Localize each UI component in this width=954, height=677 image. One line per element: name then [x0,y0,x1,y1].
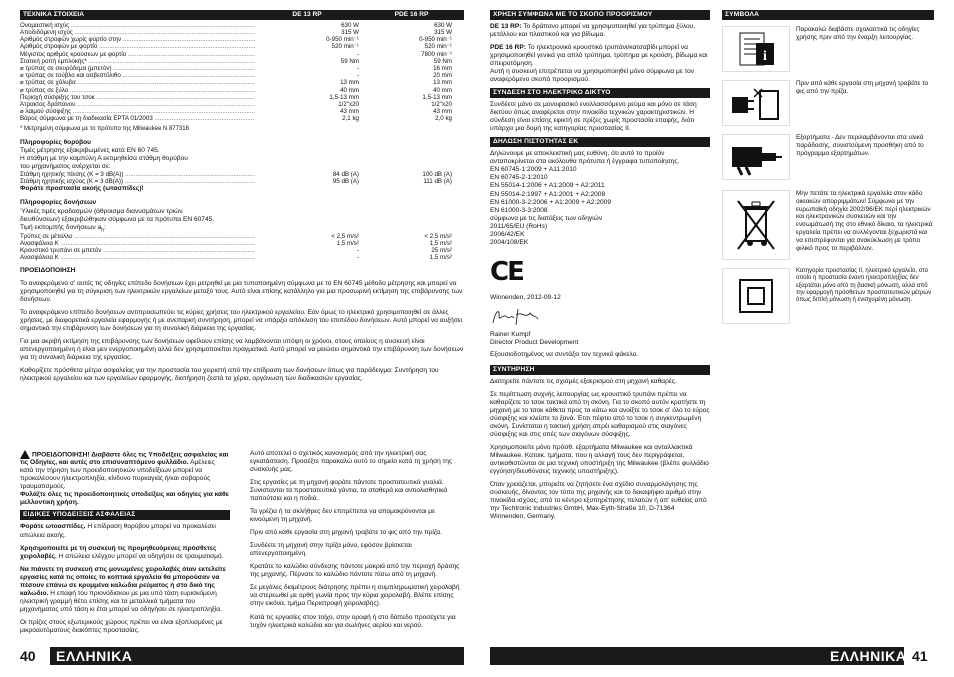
noise-section [20,139,464,194]
safety-intro: ΠΡΟΕΙΔΟΠΟΙΗΣΗ! Διαβάστε όλες τις Υποδείξεις ασφαλείας και τις Οδηγίες, και αυτές στο επισυναπτόμενο φυλλάδιο. Αμέλειες κατά την τήρηση των προειδοποιητικών υποδείξεων μπορεί να προκαλέσουν ηλεκτροπληξία, κίνδυνο πυρκαγιάς ή/και σοβαρούς τραυματισμούς. [20,451,229,491]
mid-para-2: Στις εργασίες με τη μηχανή φοράτε πάντοτε προστατευτικά γυαλιά. Συνιστανται τα προστατευτικά γάντια, τα σταθερά και αντιολισθητικά παπούτσια και η ποδιά. [250,479,448,503]
ce-auth: Εξουσιοδοτημένος να συντάξει τον τεχνικό φάκελο. [490,350,639,358]
symbol-text-3: Εξαρτήματα - Δεν περιλαμβάνονται στα υλικά παράδοσης, συνιστούμενη προσθήκη από το πρόγραμμα εξαρτημάτων. [796,134,924,157]
ce-heading: ΔΗΛΩΣΗ ΠΙΣΤΟΤΗΤΑΣ ΕΚ [490,137,710,147]
vib-rows [20,233,464,262]
elec-text: Συνδέετε μόνο σε μονοφασικό εναλλασσόμενο ρεύμα και μόνο σε τάση δικτύου όπως αναφέρεται στην πινακίδα τεχνικών χαρακτηριστικών. Η σύνδεση είναι επίσης εφικτή σε πρίζες χωρίς προστασία επαφής, διότι υπάρχει μια δομή της κατηγορίας προστασίας II. [490,101,697,133]
spec-label: Μέγιστος αριθμός κρούσεων με φορτίο ..... [20,51,255,59]
vibration-value-1: 1,5 m/s² [336,239,359,247]
noise-value-2: 100 dB (A) [422,170,452,178]
noise-row [20,178,464,185]
svg-text:i: i [763,49,767,64]
vib-line-2: διευθύνσεων) εξακριβώθηκαν σύμφωνα με τα πρότυπα EN 60745. [20,215,215,223]
safety-keep: Φυλάξτε όλες τις προειδοποιητικές υποδείξεις και οδηγίες για κάθε μελλοντική χρήση. [20,491,229,507]
ce-line: σύμφωνα με τις διατάξεις των οδηγιών [490,214,603,222]
symbol-unplug [722,80,934,126]
mid-para-1: Αυτό αποτελεί ο σχετικός κανονισμός από την ηλεκτρική σας εγκατάσταση. Προσέξτε παρακαλώ αυτό το σημείο κατά τη χρήση της συσκευής μας. [250,450,453,474]
vibration-value-1: < 2,5 m/s² [331,232,359,240]
spec-col2: PDE 16 RP [394,10,429,18]
spec-value-2: 1/2"x20 [431,100,452,108]
maint-para-2: Σε περίπτωση συχνής λειτουργίας ως κρουστικό τρυπάνι πρέπει να καθαρίζετε το τσοκ τακτικά από τη σκόνη. Για το σκοπό αυτόν κρατήστε τη μηχανή με το τσοκ κάθετα προς τα κάτω και ανοίξτε το τσοκ σ' όλο το εύρος σύσφιξης και κλείστε το ξανά. Έτσι πέφτει από το τσοκ η συγκεντρωμένη σκόνη. Συνίσταται η τακτική χρήση σπρέι καθαρισμού στις σιαγόνες σύσφιξης και στις οπές των σιαγόνων σύσφιξης. [490,390,710,438]
spec-value-1: 40 mm [340,86,359,94]
spec-value-1: 2,1 kg [342,115,359,123]
spec-value-2: 315 W [434,29,452,36]
spec-heading: ΤΕΧΝΙΚΑ ΣΤΟΙΧΕΙΑ [23,10,84,18]
spec-value-2: 43 mm [433,108,452,116]
page-number-left: 40 [20,647,36,664]
spec-label: Περιοχή σύσφιξης του τσοκ ..... [20,94,255,102]
spec-col1: DE 13 RP [292,10,322,18]
warning-heading: ΠΡΟΕΙΔΟΠΟΙΗΣΗ [20,266,76,274]
spec-value-1: 1/2"x20 [338,100,359,108]
middle-column [250,450,464,630]
use-item-3: Αυτή η συσκευή επιτρέπεται να χρησιμοποιηθεί μόνο σύμφωνα με τον αναφερόμενο σκοπό προορισμού. [490,68,695,84]
ce-line: EN 60745-2-1:2010 [490,174,548,182]
noise-rows [20,171,464,185]
vibration-label: Κρουστικό τρυπάνι σε μπετόν ..... [20,247,255,255]
ce-line: EN 61000-3-3:2008 [490,206,548,214]
spec-value-1: - [356,50,359,58]
symbol-text-2: Πριν από κάθε εργασία στη μηχανή τραβάτε το φις από την πρίζα. [796,80,929,95]
spec-value-1: 630 W [341,21,359,29]
noise-value-2: 111 dB (A) [423,178,452,186]
spec-value-2: 20 mm [433,72,452,80]
special-para-3: Να πιάνετε τη συσκευή στις μονωμένες χειρολαβές όταν εκτελείτε εργασίες κατά τις οποίες το κοπτικά εργαλεία θα μπορούσαν να πέσουν επάνω σε κρυμμένα καλώδια ρεύματος ή στο δικό της καλώδιο. Η επαφή του πριονόδισκου με μια υπό τάση ευρισκόμενη ηλεκτρική γραμμή θέτει επίσης και τα μεταλλικά τμήματα του μηχανήματος υπό τάση κι έτσι μπορεί να οδηγήσει σε ηλεκτροπληξία. [20,565,226,613]
weee-bin-icon [722,190,790,260]
ce-title: Director Product Development [490,338,579,346]
language-right: ΕΛΛΗΝΙΚΑ [830,648,907,664]
warning-para-1: Το αναφερόμενο σ' αυτές τις οδηγίες επίπεδο δονήσεων έχει μετρηθεί με μια τυποποιημένη σύμφωνα με το EN 60745 μέθοδο μέτρησης και μπορεί να χρησιμοποιηθεί για τη σύγκριση των ηλεκτρικών εργαλείων μεταξύ τους. Αυτό είναι επίσης κατάλληλο για μια προσωρινή εκτίμηση της επιβάρυνσης των δονήσεων. [20,279,463,303]
maint-para-1: Διατηρείτε πάντοτε τις σχισμές εξαερισμού στη μηχανή καθαρές. [490,377,677,385]
ce-line: EN 55014-2:1997 + A1:2001 + A2:2008 [490,190,606,198]
noise-heading: Πληροφορίες θορύβου [20,138,92,146]
use-item-2: PDE 16 RP: Το ηλεκτρονικό κρουστικό τρυπάνι/κατσαβίδι μπορεί να χρησιμοποιηθεί γενικά για απλό τρύπημα, τρύπημα με κρούση, βίδωμα και σπειροτόμηση. [490,44,708,68]
spec-value-2: 16 mm [433,64,452,72]
use-heading: ΧΡΗΣΗ ΣΥΜΦΩΝΑ ΜΕ ΤΟ ΣΚΟΠΟ ΠΡΟΟΡΙΣΜΟΥ [490,10,710,20]
unplug-icon [722,80,790,126]
maint-para-4: Όταν χρειάζεται, μπορείτε να ζητήσετε ένα σχέδιο συναρμολόγησης της συσκευής, δίνοντας τον τύπο της μηχανής και το δεκαψήφιο αριθμό στην πινακίδα ισχύος, από το κέντρο εξυπηρέτησης πελατών ή απ' ευθείας από την Techtronic Industries GmbH, Max-Eyth-Straße 10, D-71364 Winnenden, Germany. [490,480,707,521]
spec-label: Αριθμός στροφών με φορτίο ..... [20,43,255,51]
accessories-icon [722,134,790,180]
vibration-value-1: - [356,247,359,255]
spec-value-2: 520 min⁻¹ [424,43,452,51]
vibration-label: Ανασφάλεια K ..... [20,240,255,248]
spec-value-2: 2,0 kg [435,115,452,123]
right-page [490,10,934,675]
spec-rows [20,20,464,123]
spec-value-1: 1,5-13 mm [329,93,359,101]
noise-value-1: 95 dB (A) [332,178,359,186]
sym-heading: ΣΥΜΒΟΛΑ [722,10,934,20]
vibration-value-2: 1,5 m/s² [429,239,452,247]
ce-line: 2004/108/EK [490,238,529,246]
vibration-value-1: - [356,254,359,262]
spec-label: Στατική ροπή εμπλοκής* ..... [20,58,255,66]
ce-line: 2011/65/EU (RoHs) [490,222,548,230]
signature-icon [490,305,550,327]
symbol-text-4: Μην πετάτε τα ηλεκτρικά εργαλεία στον κάδο οικιακών απορριμμάτων! Σύμφωνα με την ευρωπαϊκή οδηγία 2002/96/ΕΚ περί ηλεκτρικών και ηλεκτρονικών συσκευών και την ενσωμάτωσή της στο εθνικό δίκαιο, τα ηλεκτρικά εργαλεία πρέπει να συλλέγονται ξεχωριστά και να επιστρέφονται για ανακύκλωση με τρόπο φιλικό προς το περιβάλλον. [796,190,933,252]
spec-table [20,10,464,383]
spec-label: Βάρος σύμφωνα με τη διαδικασία EPTA 01/2003 ..... [20,115,255,123]
symbols-column [722,10,934,332]
spec-label: ⌀ τρύπας σε σκυρόδεμα (μπετόν) ..... [20,65,255,73]
noise-label: Στάθμη ηχητικής πίεσης (K = 3 dB(A)) ..... [20,171,255,179]
symbol-read-manual [722,26,934,72]
maint-para-3: Χρησιμοποιείτε μόνο πρόσθ. εξαρτήματα Milwaukee και ανταλλακτικά Milwaukee. Κατοικ. τμήματα, που η αλλαγή τους δεν περιγράφεται, αντικαθιστώνται σε μια τεχνική υποστήριξη της Milwaukee (βλέπε φυλλάδιο εγγύηση/διευθύνσεις τεχνικής υποστήριξης). [490,443,709,475]
use-item-1: DE 13 RP: Το δράπανο μπορεί να χρησιμοποιηθεί για τρύπημα ξύλου, μετάλλου και πλαστικού και για βίδωμα. [490,23,696,39]
maint-heading: ΣΥΝΤΗΡΗΣΗ [490,365,710,375]
noise-line-1: Τιμές μέτρησης εξακριβωμένες κατά EN 60 745. [20,146,160,154]
ce-intro: Δηλώνουμε με αποκλειστική μας ευθύνη, ότι αυτό το προϊόν ανταποκρίνεται στα ακόλουθα πρότυπα ή έγγραφα τυποποίησης. [490,150,680,166]
spec-header [20,10,464,20]
spec-footnote: * Μετρημένη σύμφωνα με το πρότυπο της Milwaukee N 877318 [20,125,189,132]
spec-label: Αριθμός στροφών χωρίς φορτίο στην ..... [20,36,255,44]
ce-line: 2006/42/EK [490,230,525,238]
vibration-value-2: < 2,5 m/s² [424,232,452,240]
right-text-column [490,10,710,521]
symbol-text-5: Κατηγορία προστασίας II, ηλεκτρικό εργαλείο, στο οποίο η προστασία έναντι ηλεκτροπληξίας δεν εξαρτάται μόνο από τη βασική μόνωση, αλλά από την εφαρμογή πρόσθετων προστατευτικών μέτρων όπως διπλή μόνωση ή ενισχυμένη μόνωση. [796,268,932,304]
mid-para-3: Τα γρέζια ή τα σκλήθρες δεν επιτρέπεται να απομακρύνονται με κινούμενη τη μηχανή. [250,508,436,524]
mid-para-6: Κρατάτε το καλώδιο σύνδεσης πάντοτε μακριά από την περιοχή δράσης της μηχανής. Πέρνατε το καλώδιο πάντοτε πίσω από τη μηχανή. [250,563,460,579]
spec-label: ⌀ τρύπας σε ξύλο ..... [20,87,255,95]
warning-para-3: Για μια ακριβή εκτίμηση της επιβάρυνσης των δονήσεων οφείλουν επίσης να λαμβάνονται υπόψη οι χρόνοι, στους οποίους η συσκευή είναι απενεργοποιημένη ή είναι μεν ενεργοποιημένη αλλά δεν χρησιμοποιείται πραγματικά. Αυτό μπορεί να μειώσει σημαντικά την επιβάρυνση των δονήσεων για τη συνολική διάρκεια της εργασίας. [20,337,464,361]
spec-label: Άτρακτος δράπανου ..... [20,101,255,109]
mid-para-7: Σε μεγάλες διαμέτρους διάτρησης πρέπει η συμπληρωματική χειρολαβή να στερεωθεί με ορθή γωνία προς την κύρια χειρολαβή. Βλέπε επίσης στην εικόνα, τμήμα Περιστροφή χειρολαβής). [250,584,460,608]
special-heading: ΕΙΔΙΚΕΣ ΥΠΟΔΕΙΞΕΙΣ ΑΣΦΑΛΕΙΑΣ [20,510,230,520]
ce-line: EN 60745-1:2009 + A11:2010 [490,166,577,174]
ce-lines [490,166,710,246]
special-para-4: Οι πρίζες στους εξωτερικούς χώρους πρέπει να είναι εξοπλισμένες με μικροαυτόματους διακόπτες προστασίας. [20,618,223,634]
safety-column [20,450,230,635]
spec-value-2: 7800 min⁻¹ [421,50,452,58]
symbol-class2 [722,268,934,324]
class-ii-icon [722,268,790,324]
special-para-2: Χρησιμοποιείτε με τη συσκευή τις προμηθευόμενες πρόσθετες χειρολαβές. Η απώλεια ελέγχου μπορεί να οδηγήσει σε τραυματισμό. [20,544,224,560]
symbol-weee [722,190,934,260]
noise-label: Στάθμη ηχητικής ισχύος (K = 3 dB(A)) ..... [20,178,255,186]
ce-line: EN 61000-3-2:2006 + A1:2009 + A2:2009 [490,198,611,206]
elec-heading: ΣΥΝΔΕΣΗ ΣΤΟ ΗΛΕΚΤΡΙΚΟ ΔΙΚΤΥΟ [490,88,710,98]
ear-protection: Φοράτε προστασία ακοής (ωτασπίδες)! [20,185,144,193]
spec-label: ⌀ τρύπας σε χάλυβα ..... [20,79,255,87]
spec-label: Ονομαστική ισχύς ..... [20,22,255,30]
spec-value-2: 40 mm [433,86,452,94]
page-number-right: 41 [912,647,928,664]
ce-line: EN 55014-1:2006 + A1:2009 + A2:2011 [490,182,605,190]
vibration-heading: Πληροφορίες δονήσεων [20,199,97,207]
language-left: ΕΛΛΗΝΙΚΑ [56,648,133,664]
spec-value-1: 13 mm [340,79,359,87]
spec-label: ⌀ λαιμού σύσφιξης ..... [20,108,255,116]
spec-value-1: - [356,72,359,80]
mid-para-8: Κατά τις εργασίες στον τοίχο, στην οροφή ή στο δάπεδο προσέχετε για τυχόν ηλεκτρικά καλώδια και για σωλήνες αερίου και νερού. [250,613,456,629]
spec-value-2: 59 Nm [433,57,452,65]
ce-name: Rainer Kumpf [490,330,531,338]
warning-para-2: Το αναφερόμενο επίπεδο δονήσεων αντιπροσωπεύει τις κύριες χρήσεις του ηλεκτρικού εργαλείου. Εάν όμως το ηλεκτρικό χρησιμοποιηθεί σε άλλες χρήσεις, με διαφορετικά εργαλεία εφαρμογής ή με ανεπαρκή συντήρηση, μπορεί να υπάρξει απόκλιση του επιπέδου δονήσεων. Αυτό μπορεί να αυξήσει σημαντικά την επιβάρυνση των δονήσεων για τη συνολική διάρκεια της εργασίας. [20,308,463,332]
spec-value-2: 630 W [434,21,452,29]
spec-value-1: 315 W [341,29,359,36]
noise-line-2: Η στάθμη με την καμπύλη Α εκτιμηθείσα στάθμη θορύβου [20,155,188,162]
ce-place: Winnenden, 2012-09-12 [490,294,561,302]
vib-line-3: Τιμή εκπομπής δονήσεων $a_h$: [20,223,106,233]
spec-value-1: 59 Nm [340,57,359,65]
vibration-label: Τρύπες σε μέταλλο ..... [20,233,255,241]
warning-section [20,267,464,383]
vib-line-1: Ύλικές τιμές κραδασμών (άθροισμα διανυσμάτων τριών [20,207,183,215]
read-manual-icon [722,26,790,72]
spec-value-1: 0-950 min⁻¹ [326,36,359,44]
mid-para-5: Συνδέετε τη μηχανή στην πρίζα μόνο, εφόσον βρίσκεται απενεργοποιημένη. [250,542,412,558]
special-para-1: Φοράτε ωτοασπίδες. Η επίδραση θορύβου μπορεί να προκαλέσει απώλεια ακοής. [20,523,216,539]
noise-line-3: του μηχανήματος ανέρχεται σε: [20,163,111,171]
noise-value-1: 84 dB (A) [332,170,359,178]
ce-mark: CE [490,256,523,287]
warning-triangle-icon [20,450,30,459]
spec-value-1: 43 mm [340,108,359,116]
vibration-section [20,199,464,261]
vibration-value-2: 25 m/s² [431,247,452,255]
spec-label: Αποδιδόμενη ισχύς ..... [20,29,255,37]
spec-value-1: 520 min⁻¹ [331,43,359,51]
spec-value-2: 13 mm [433,79,452,87]
spec-value-2: 1,5-13 mm [422,93,452,101]
vibration-row [20,255,464,262]
vibration-label: Ανασφάλεια K ..... [20,254,255,262]
spec-label: ⌀ τρύπας σε τούβλο και ασβεστόλιθο ..... [20,72,255,80]
spec-value-1: - [356,64,359,72]
spec-value-2: 0-950 min⁻¹ [419,36,452,44]
spec-row [20,115,464,122]
mid-para-4: Πριν από κάθε εργασία στη μηχανή τραβάτε το φις από την πρίζα. [250,529,442,537]
vibration-value-2: 1,5 m/s² [429,254,452,262]
symbol-accessories [722,134,934,180]
warning-para-4: Καθορίζετε πρόσθετα μέτρα ασφαλείας για την προστασία του χειριστή από την επίδραση των δονήσεων όπως για παράδειγμα: Συντήρηση του ηλεκτρικού εργαλείου και των εργαλείων εφαρμογής, διατήρηση ζεστά τα χέρια, οργάνωση των διαδικασιών εργασίας. [20,367,439,383]
symbol-text-1: Παρακαλώ διαβάστε σχολαστικά τις οδηγίες χρήσης πριν από την έναρξη λειτουργίας. [796,26,920,41]
left-page [20,10,464,675]
